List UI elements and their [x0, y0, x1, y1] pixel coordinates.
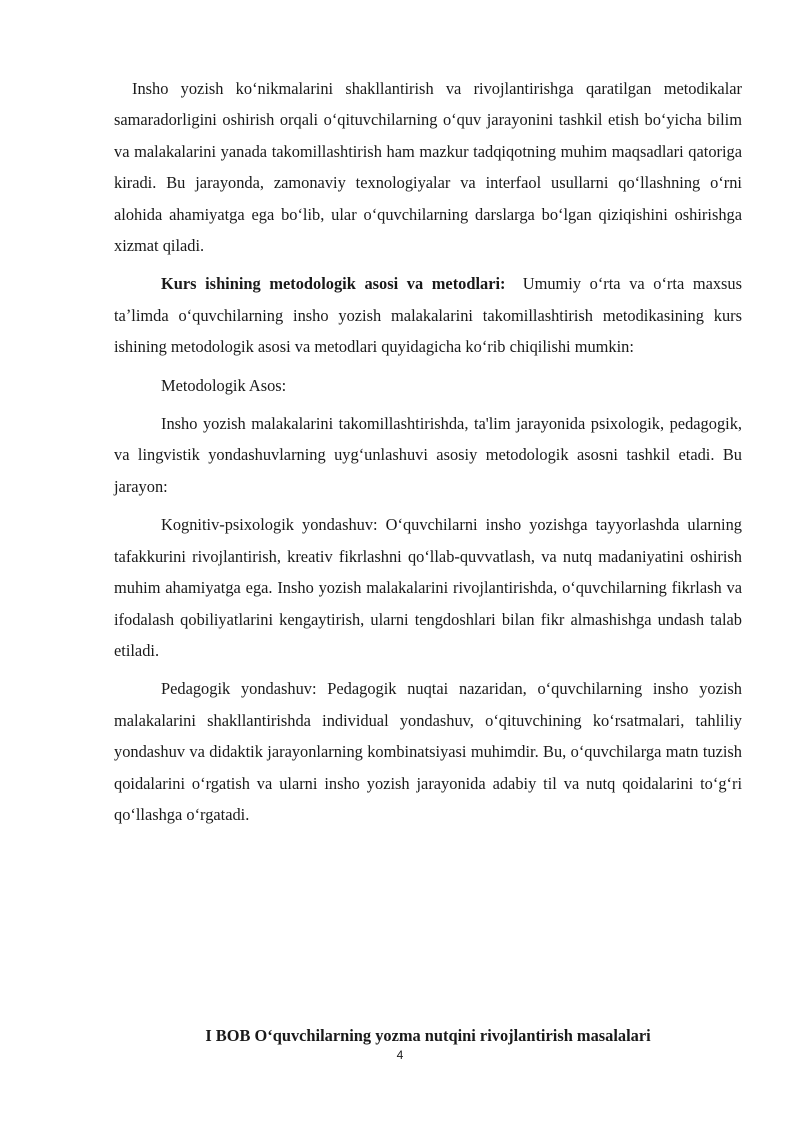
paragraph-basis: [114, 408, 742, 502]
paragraph-subheading: [114, 370, 742, 401]
paragraph-text: Umumiy oʻrta va oʻrta maxsus taʼlimda oʻquvchilarning insho yozish malakalarini takomillashtirish metodikasining kurs ishining metodologik asosi va metodlari quyidagicha koʻrib chiqilishi mumkin:: [114, 274, 747, 357]
page-number: 4: [396, 1048, 404, 1062]
paragraph-text: Metodologik Asos:: [161, 375, 287, 395]
paragraph-pedagogical: [114, 673, 742, 830]
paragraph-intro: [114, 73, 742, 261]
paragraph-text: Pedagogik yondashuv: Pedagogik nuqtai nazaridan, oʻquvchilarning insho yozish malakalarini shakllantirishda individual yondashuv, oʻqituvchining koʻrsatmalari, tahliliy yondashuv va didaktik jarayonlarning kombinatsiyasi muhimdir. Bu, oʻquvchilarga matn tuzish qoidalarini oʻrgatish va ularni insho yozish jarayonida adabiy til va nutq qoidalarini toʻgʻri qoʻllashga oʻrgatadi.: [114, 679, 742, 824]
document-body: [114, 73, 747, 830]
chapter-heading: I BOB Oʻquvchilarning yozma nutqini rivojlantirish masalalari: [205, 1026, 651, 1045]
paragraph-text: Insho yozish malakalarini takomillashtirishda, ta'lim jarayonida psixologik, pedagogik, va lingvistik yondashuvlarning uygʻunlashuvi asosiy metodologik asosni tashkil etadi. Bu jarayon:: [114, 414, 742, 496]
paragraph-text: Kognitiv-psixologik yondashuv: Oʻquvchilarni insho yozishga tayyorlashda ularning tafakkurini rivojlantirish, kreativ fikrlashni qoʻllab-quvvatlash, va nutq madaniyatini oshirish muhim ahamiyatga ega. Insho yozish malakalarini rivojlantirishda, oʻquvchilarning fikrlash va ifodalash qobiliyatlarini kengaytirish, ularni tengdoshlari bilan fikr almashishga undash talab etiladi.: [114, 515, 742, 660]
paragraph-cognitive: [114, 509, 742, 666]
paragraph-methodology-heading: [114, 268, 747, 362]
paragraph-text: Insho yozish koʻnikmalarini shakllantirish va rivojlantirishga qaratilgan metodikalar samaradorligini oshirish orqali oʻqituvchilarning oʻquv jarayonini tashkil etish boʻyicha bilim va malakalarini yanada takomillashtirish ham mazkur tadqiqotning muhim maqsadlari qatoriga kiradi. Bu jarayonda, zamonaviy texnologiyalar va interfaol usullarni qoʻllashning oʻrni alohida ahamiyatga ega boʻlib, ular oʻquvchilarning darslarga boʻlgan qiziqishini oshirishga xizmat qiladi.: [114, 79, 742, 256]
bold-lead-text: Kurs ishining metodologik asosi va metodlari:: [161, 274, 506, 294]
